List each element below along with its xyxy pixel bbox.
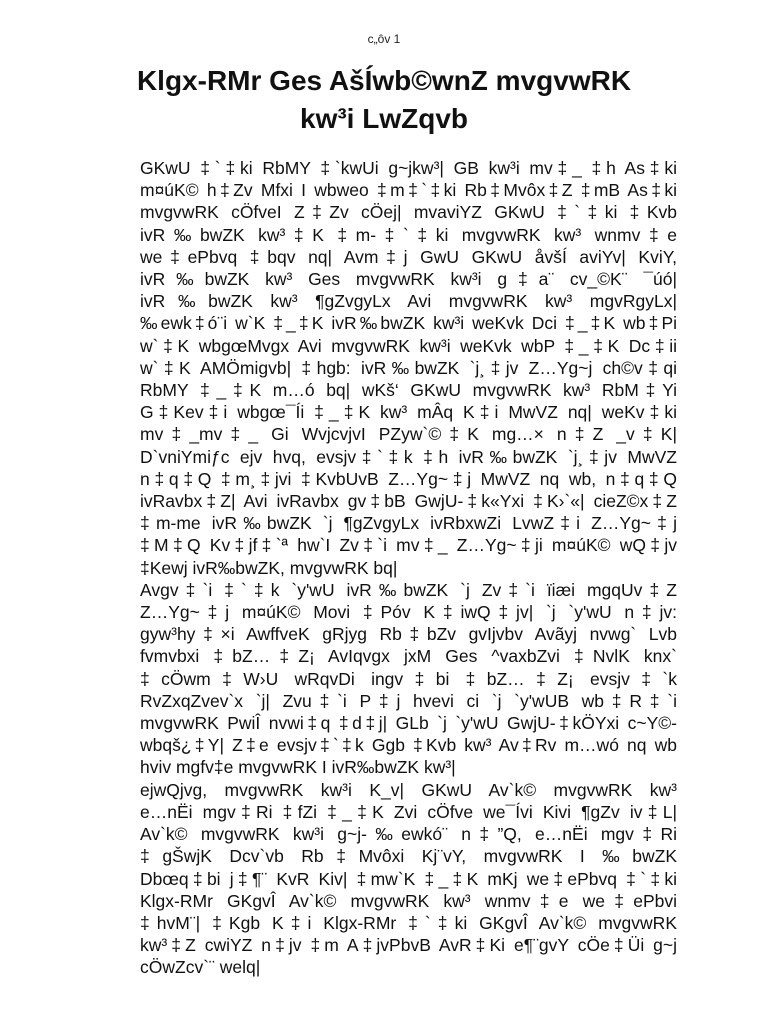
text-line: cÖwZcv`¨ welq|: [140, 957, 261, 978]
text-line: gyw³hy‡×i AwffveK gRjyg Rb‡bZv gvIjvbv Avãyj nvwg` Lvb: [140, 624, 677, 645]
text-line: kw³‡Z cwiYZ n‡jv ‡m A‡jvPbvB AvR‡Ki e¶¨gvY cÖe‡Üi g~j: [140, 935, 677, 956]
text-line: ivRavbx‡Z| Avi ivRavbx gv‡bB GwjU-‡k«Yxi ‡K›`«| cieZ©x‡Z: [140, 491, 677, 512]
text-line: Dbœq‡bi j‡¶¨ KvR Kiv| ‡mw`K ‡_‡K mKj we‡ePbvq ‡`‡ki: [140, 868, 677, 889]
text-line: RvZxqZvev`x `j| Zvu‡`i P‡j hvevi ci `j `y'wUB wb‡R‡`i: [140, 690, 677, 711]
text-line: m¤úK© h‡Zv Mfxi I wbweo ‡m‡`‡ki Rb‡Mvôx‡Z ‡mB As‡ki: [140, 180, 677, 201]
text-line: RbMY ‡_‡K m…ó bq| wKš‘ GKwU mvgvwRK kw³ RbM‡Yi: [140, 380, 677, 401]
text-line: Z…Yg~‡j m¤úK© Movi ‡Póv K‡iwQ‡jv| `j `y'wU n‡jv:: [140, 602, 677, 623]
text-line: fvmvbxi ‡bZ…‡Z¡ AvIqvgx jxM Ges ^vaxbZvi ‡NvlK knx`: [140, 646, 677, 667]
text-line: ‡cÖwm‡W›U wRqvDi ingv‡bi ‡bZ…‡Z¡ evsjv‡`k: [140, 668, 677, 689]
text-line: ivR‰bwZK kw³ Ges mvgvwRK kw³i g‡a¨ cv_©K¨ ¯úó|: [140, 269, 677, 290]
text-line: we‡ePbvq ‡bqv nq| Avm‡j GwU GKwU åvšÍ aviYv| KviY,: [140, 246, 677, 267]
text-line: hviv mgfv‡e mvgvwRK I ivR‰bwZK kw³|: [140, 757, 456, 778]
text-line: ‡gŠwjK Dcv`vb Rb‡Mvôxi Kj¨vY, mvgvwRK I ‰bwZK: [140, 846, 677, 867]
text-line: e…nËi mgv‡Ri ‡fZi ‡_‡K Zvi cÖfve we¯Ívi Kivi ¶gZv iv‡L|: [140, 801, 677, 822]
text-line: w`‡K wbgœMvgx Avi mvgvwRK kw³i weKvk wbP ‡_‡K Dc‡ii: [140, 335, 677, 356]
text-line: ‡hvM¨| ‡Kgb K‡i Klgx-RMr ‡`‡ki GKgvÎ Av`k© mvgvwRK: [140, 912, 677, 933]
chapter-title-line-2: kw³i LwZqvb: [300, 103, 468, 134]
text-line: ‡Kewj ivR‰bwZK, mvgvwRK bq|: [140, 557, 398, 578]
text-line: Klgx-RMr GKgvÎ Av`k© mvgvwRK kw³ wnmv‡e we‡ePbvi: [140, 890, 677, 911]
text-line: ‡M‡Q Kv‡jf‡`ª hw`I Zv‡`i mv‡_ Z…Yg~‡ji m¤úK© wQ‡jv: [140, 535, 677, 556]
chapter-title: [100, 62, 668, 138]
text-line: D`vniYmiƒc ejv hvq, evsjv‡`‡k ‡h ivR‰bwZK `j¸‡jv MwVZ: [140, 446, 677, 467]
text-line: mv‡_mv‡_ Gi WvjcvjvI PZyw`©‡K mg…× n‡Z _v‡K|: [140, 424, 677, 445]
paragraph: [140, 779, 677, 979]
text-line: mvgvwRK PwiÎ nvwi‡q ‡d‡j| GLb `j `y'wU GwjU-‡kÖYxi c~Y©-: [140, 713, 677, 734]
text-line: w`‡K AMÖmigvb| ‡hgb: ivR‰bwZK `j¸‡jv Z…Yg~j ch©v‡qi: [140, 357, 677, 378]
text-line: n‡q‡Q ‡m¸‡jvi ‡KvbUvB Z…Yg~‡j MwVZ nq wb, n‡q‡Q: [140, 468, 677, 489]
text-line: wbqš¿‡Y| Z‡e evsjv‡`‡k Ggb ‡Kvb kw³ Av‡Rv m…wó nq wb: [140, 735, 677, 756]
text-line: ivR‰bwZK kw³ ¶gZvgyLx Avi mvgvwRK kw³ mgvRgyLx|: [140, 291, 677, 312]
paragraph: [140, 579, 677, 779]
paragraph: [140, 157, 677, 579]
text-line: Av`k© mvgvwRK kw³i g~j-‰ewkó¨ n‡”Q, e…nËi mgv‡Ri: [140, 824, 677, 845]
text-line: G‡Kev‡i wbgœ¯Íi ‡_‡K kw³ mÂq K‡i MwVZ nq| weKv‡ki: [140, 402, 677, 423]
chapter-title-line-1: Klgx-RMr Ges AšÍwb©wnZ mvgvwRK: [136, 65, 632, 96]
text-line: GKwU ‡`‡ki RbMY ‡`kwUi g~jkw³| GB kw³i mv‡_ ‡h As‡ki: [140, 158, 677, 178]
text-line: ejwQjvg, mvgvwRK kw³i K_v| GKwU Av`k© mvgvwRK kw³: [140, 779, 677, 800]
body-text: [140, 157, 677, 979]
text-line: ‡m-me ivR‰bwZK `j ¶gZvgyLx ivRbxwZi LvwZ‡i Z…Yg~‡j: [140, 513, 677, 534]
text-line: mvgvwRK cÖfveI Z‡Zv cÖej| mvaviYZ GKwU ‡`‡ki ‡Kvb: [140, 202, 677, 223]
text-line: ‰ewk‡ó¨i w`K ‡_‡K ivR‰bwZK kw³i weKvk Dci ‡_‡K wb‡Pi: [140, 313, 677, 334]
text-line: Avgv‡`i ‡`‡k `y'wU ivR‰bwZK `j Zv‡`i ïiæi mgqUv‡Z: [140, 579, 677, 600]
page-header-label: c„ôv 1: [367, 32, 401, 46]
text-line: ivR‰bwZK kw³‡K ‡m-‡`‡ki mvgvwRK kw³ wnmv‡e: [140, 224, 677, 245]
